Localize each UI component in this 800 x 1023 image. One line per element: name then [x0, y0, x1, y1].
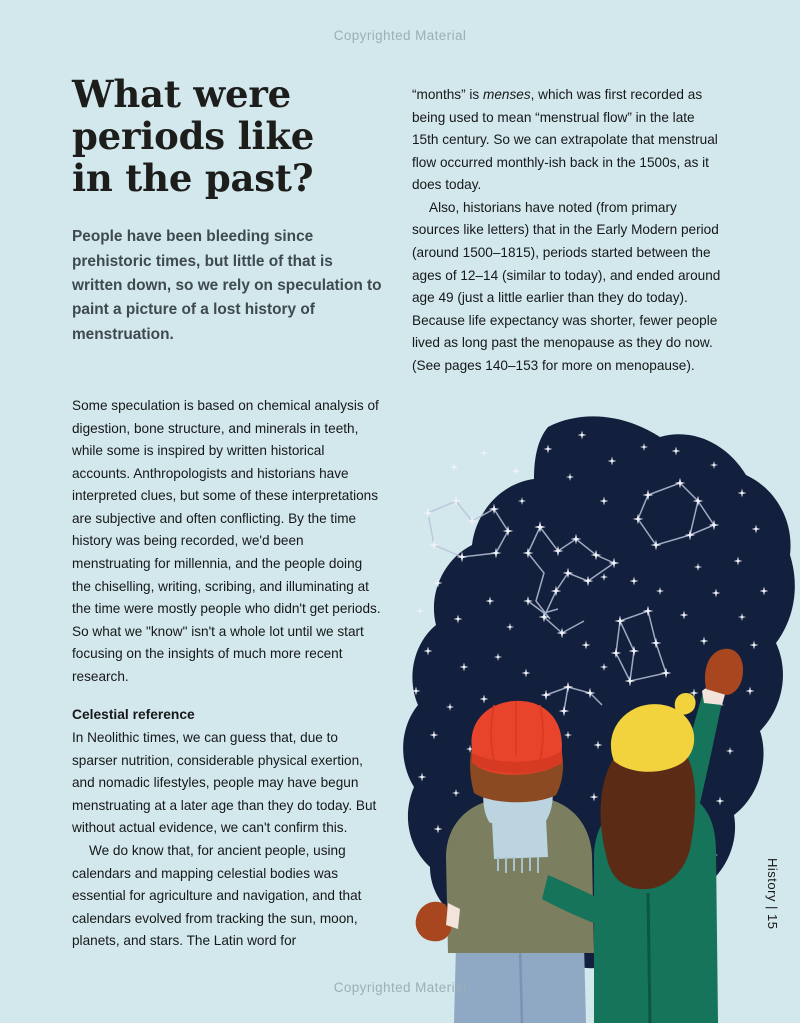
copyright-watermark-bottom: Copyrighted Material	[333, 980, 467, 995]
left-paragraph-3: We do know that, for ancient people, using calendars and mapping celestial bodies was essential for agriculture and navigation, and that calendars evolved from tracking the sun, moon, planets, and stars. The Latin word for	[72, 843, 362, 949]
night-sky-illustration	[398, 405, 800, 1023]
scarf-tail	[492, 819, 548, 859]
left-paragraph-1: Some speculation is based on chemical analysis of digestion, bone structure, and minerals in teeth, while some is inspired by written historical accounts. Anthropologists and historians have interpreted clues, but some of these interpretations are subjective and often conflicting. By the time history was being recorded, we'd been menstruating for millennia, and the people doing the chiselling, writing, scribing, and illuminating at the time were mostly people who didn't get periods. So what we "know" isn't a whole lot until we start focusing on the insights of much more recent research.	[72, 398, 381, 684]
right-paragraph-1-lead: “months” is	[412, 87, 484, 102]
right-column	[412, 84, 724, 377]
standfirst-intro: People have been bleeding since prehistoric times, but little of that is written down, so we rely on speculation to paint a picture of a lost history of menstruation.	[72, 228, 382, 343]
page-title: What were periods like in the past?	[72, 72, 315, 200]
left-paragraph-2: In Neolithic times, we can guess that, due to sparser nutrition, considerable physical exertion, and nomadic lifestyles, people may have begun menstruating at a later age than they do today. But without actual evidence, we can't confirm this.	[72, 730, 377, 836]
coat-seam	[648, 893, 650, 1023]
left-column	[72, 74, 384, 953]
right-paragraph-1	[412, 84, 724, 197]
folio-history-15: History | 15	[765, 858, 780, 930]
latin-term-menses: menses	[483, 87, 531, 102]
right-paragraph-2: Also, historians have noted (from primary sources like letters) that in the Early Modern period (around 1500–1815), periods started between the ages of 12–14 (similar to today), and ended around age 49 (just a little earlier than they do today). Because life expectancy was shorter, fewer people lived as long past the menopause as they do now. (See pages 140–153 for more on menopause).	[412, 199, 721, 373]
subheading-celestial-reference: Celestial reference	[72, 707, 195, 723]
right-paragraph-1-tail: , which was first recorded as being used to mean “menstrual flow” in the late 15th century. So we can extrapolate that menstrual flow occurred monthly-ish back in the 1500s, as it does today.	[412, 87, 718, 193]
copyright-watermark-top: Copyrighted Material	[333, 28, 467, 43]
